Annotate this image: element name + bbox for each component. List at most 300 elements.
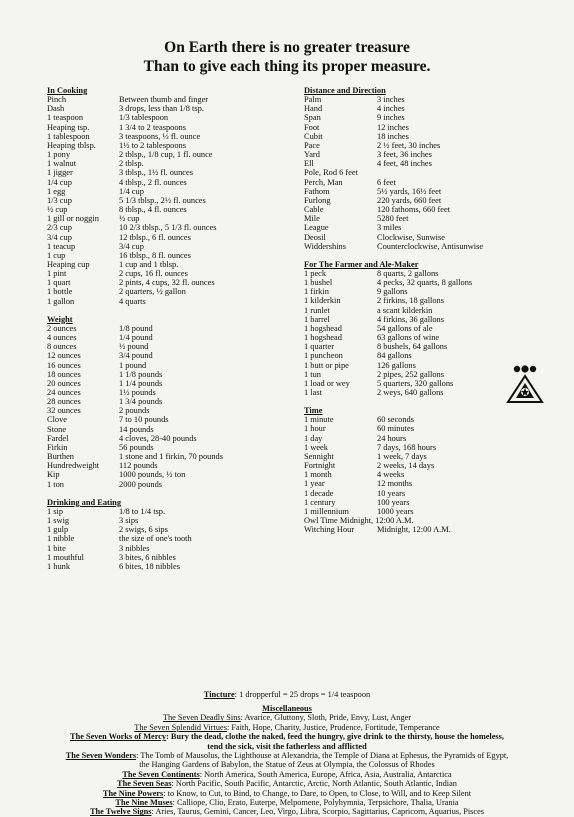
time-equivalent: Midnight, 12:00 A.M. xyxy=(377,525,451,535)
misc-seven-seas: The Seven Seas: North Pacific, South Pacific, Antarctic, Arctic, North Atlantic, South Atlantic, Indian xyxy=(117,779,457,789)
time-equivalent: 7 days, 168 hours xyxy=(377,442,437,452)
weight-equivalent: 112 pounds xyxy=(119,461,158,471)
time-equivalent: 60 minutes xyxy=(377,424,414,434)
misc-deadly-sins: The Seven Deadly Sins: Avarice, Gluttony, Sloth, Pride, Envy, Lust, Anger xyxy=(162,713,412,723)
drinking-unit: 1 hunk xyxy=(47,561,71,571)
distance-unit: League xyxy=(304,223,329,233)
cooking-unit: Dash xyxy=(47,104,65,114)
cooking-row xyxy=(47,251,292,260)
cooking-equivalent: 3 drops, less than 1/8 tsp. xyxy=(119,104,204,114)
weight-row xyxy=(47,425,292,434)
distance-row xyxy=(304,104,504,113)
time-equivalent xyxy=(414,516,504,525)
distance-row xyxy=(304,205,504,214)
distance-unit: Widdershins xyxy=(304,241,346,251)
weight-unit: 4 ounces xyxy=(47,333,77,343)
cooking-equivalent: 3 teaspoons, ½ fl. ounce xyxy=(119,131,201,141)
weight-row xyxy=(47,406,292,415)
cooking-unit: 1 tablespoon xyxy=(47,131,90,141)
weight-equivalent: 4 cloves, 28-40 pounds xyxy=(119,433,197,443)
farmer-equivalent: 2 weys, 640 gallons xyxy=(377,388,444,397)
cooking-unit: 3/4 cup xyxy=(47,232,72,242)
weight-equivalent: 1000 pounds, ½ ton xyxy=(119,470,186,480)
cooking-unit: 1/4 cup xyxy=(47,177,72,187)
drinking-equivalent: the size of one's tooth xyxy=(119,534,192,544)
distance-unit: Mile xyxy=(304,214,320,224)
time-row xyxy=(304,461,504,470)
misc-seven-continents: The Seven Continents: North America, South America, Europe, Africa, Asia, Australia, Antarctica xyxy=(122,769,452,779)
time-row xyxy=(304,452,504,461)
farmer-equivalent: 8 bushels, 64 gallons xyxy=(377,342,448,352)
cooking-equivalent: 16 tblsp., 8 fl. ounces xyxy=(119,250,191,260)
distance-equivalent: 18 inches xyxy=(377,131,409,141)
time-unit: 1 millennium xyxy=(304,506,349,516)
time-row xyxy=(304,479,504,488)
cooking-row xyxy=(47,223,292,232)
time-unit: Fortnight xyxy=(304,461,336,471)
distance-unit: Cable xyxy=(304,205,324,215)
distance-unit: Perch, Man xyxy=(304,177,343,187)
weight-row xyxy=(47,342,292,351)
distance-unit: Pole, Rod 6 feet xyxy=(304,168,358,178)
cooking-row xyxy=(47,150,292,159)
weight-heading: Weight xyxy=(47,314,73,324)
time-equivalent: 12 months xyxy=(377,479,413,489)
time-unit: Sennight xyxy=(304,451,334,461)
distance-row xyxy=(304,187,504,196)
weight-unit: 8 ounces xyxy=(47,342,77,352)
cooking-row xyxy=(47,132,292,141)
time-equivalent: 2 weeks, 14 days xyxy=(377,461,435,471)
weight-row xyxy=(47,361,292,370)
cooking-equivalent: 10 2/3 tblsp., 5 1/3 fl. ounces xyxy=(119,223,217,233)
distance-equivalent: 3 feet, 36 inches xyxy=(377,150,432,160)
distance-row xyxy=(304,150,504,159)
cooking-row xyxy=(47,233,292,242)
drinking-equivalent: 2 swigs, 6 sips xyxy=(119,525,168,535)
time-equivalent: 100 years xyxy=(377,497,410,507)
drinking-row xyxy=(47,507,292,516)
drinking-unit: 1 swig xyxy=(47,516,70,526)
farmer-row xyxy=(304,324,504,333)
time-row xyxy=(304,498,504,507)
misc-nine-powers: The Nine Powers: to Know, to Cut, to Bind, to Change, to Dare, to Open, to Close, to Will, and to Keep Silent xyxy=(102,788,472,798)
farmer-unit: 1 last xyxy=(304,388,322,397)
farmer-row xyxy=(304,342,504,351)
drinking-row xyxy=(47,516,292,525)
cooking-equivalent: 2 pints, 4 cups, 32 fl. ounces xyxy=(119,278,215,288)
farmer-unit: 1 hogshead xyxy=(304,333,342,343)
weight-unit: 1 ton xyxy=(47,479,64,489)
time-unit: 1 month xyxy=(304,470,332,480)
weight-unit: Firkin xyxy=(47,442,68,452)
distance-row xyxy=(304,168,504,177)
cooking-equivalent: 2 quarters, ½ gallon xyxy=(119,287,186,297)
weight-row xyxy=(47,461,292,470)
distance-unit: Span xyxy=(304,113,321,123)
cooking-unit: 1 teacup xyxy=(47,241,76,251)
misc-splendid-virtues: The Seven Splendid Virtues: Faith, Hope, Charity, Justice, Prudence, Fortitude, Temperance xyxy=(134,722,440,732)
time-row xyxy=(304,415,504,424)
farmer-row xyxy=(304,296,504,305)
weight-unit: Burthen xyxy=(47,452,74,462)
farmer-equivalent: 8 quarts, 2 gallons xyxy=(377,268,439,278)
farmer-equivalent: 9 gallons xyxy=(377,287,408,297)
distance-unit: Yard xyxy=(304,150,320,160)
farmer-equivalent: 5 quarters, 320 gallons xyxy=(377,378,454,388)
weight-equivalent: 1 stone and 1 firkin, 70 pounds xyxy=(119,452,223,462)
weight-row xyxy=(47,434,292,443)
distance-equivalent: 12 inches xyxy=(377,122,409,132)
cooking-unit: 1 bottle xyxy=(47,287,73,297)
misc-nine-muses: The Nine Muses: Calliope, Clio, Erato, Euterpe, Melpomene, Polyhymnia, Terpsichore, Thalia, Urania xyxy=(115,798,459,808)
cooking-equivalent: 3/4 cup xyxy=(119,241,144,251)
distance-equivalent: 2 ½ feet, 30 inches xyxy=(377,140,441,150)
cooking-row xyxy=(47,104,292,113)
drinking-row xyxy=(47,525,292,534)
farmer-unit: 1 butt or pipe xyxy=(304,360,349,370)
time-unit: 1 century xyxy=(304,497,336,507)
drinking-heading: Drinking and Eating xyxy=(47,497,122,507)
cooking-equivalent: Between thumb and finger xyxy=(119,95,209,105)
cooking-unit: 1 pint xyxy=(47,269,67,279)
weight-equivalent: ½ pound xyxy=(119,342,149,352)
cooking-row xyxy=(47,196,292,205)
weight-unit: 28 ounces xyxy=(47,397,81,407)
farmer-unit: 1 hogshead xyxy=(304,323,342,333)
cooking-row xyxy=(47,178,292,187)
time-unit: 1 week xyxy=(304,442,328,452)
title-line-2: Than to give each thing its proper measure. xyxy=(143,58,431,75)
cooking-unit: Heaping tblsp. xyxy=(47,140,96,150)
misc-heading: Miscellaneous xyxy=(262,704,312,713)
distance-row xyxy=(304,178,504,187)
time-equivalent: 60 seconds xyxy=(377,415,414,425)
farmer-row xyxy=(304,388,504,397)
cooking-unit: ½ cup xyxy=(47,205,68,215)
time-unit: 1 minute xyxy=(304,415,334,425)
cooking-table xyxy=(47,95,292,306)
cooking-row xyxy=(47,123,292,132)
weight-equivalent: 1/8 pound xyxy=(119,323,153,333)
weight-row xyxy=(47,452,292,461)
cooking-equivalent: 4 tblsp., 2 fl. ounces xyxy=(119,177,187,187)
farmer-equivalent: 4 pecks, 32 quarts, 8 gallons xyxy=(377,278,473,288)
time-row xyxy=(304,507,504,516)
distance-equivalent: Clockwise, Sunwise xyxy=(377,232,445,242)
time-row xyxy=(304,489,504,498)
time-unit: Witching Hour xyxy=(304,525,355,535)
misc-works-of-mercy: The Seven Works of Mercy: Bury the dead, clothe the naked, feed the hungry, give drink to the thirsty, house the homeless, xyxy=(70,732,504,742)
farmer-table xyxy=(304,269,504,397)
cooking-unit: 1 jigger xyxy=(47,168,73,178)
farmer-equivalent: 54 gallons of ale xyxy=(377,323,433,333)
farmer-row xyxy=(304,287,504,296)
distance-unit: Fathom xyxy=(304,186,330,196)
farmer-row xyxy=(304,351,504,360)
weight-unit: 2 ounces xyxy=(47,323,77,333)
time-row xyxy=(304,424,504,433)
distance-unit: Furlong xyxy=(304,195,331,205)
drinking-row xyxy=(47,553,292,562)
drinking-row xyxy=(47,562,292,571)
misc-seven-wonders-cont: the Hanging Gardens of Babylon, the Statue of Zeus at Olympia, the Colossus of Rhodes xyxy=(139,760,435,770)
weight-unit: Fardel xyxy=(47,433,69,443)
farmer-row xyxy=(304,315,504,324)
cooking-row xyxy=(47,141,292,150)
distance-equivalent: 3 miles xyxy=(377,223,402,233)
weight-row xyxy=(47,324,292,333)
distance-row xyxy=(304,132,504,141)
cooking-unit: 1 egg xyxy=(47,186,66,196)
farmer-row xyxy=(304,333,504,342)
distance-equivalent xyxy=(358,168,504,177)
time-row xyxy=(304,443,504,452)
time-heading: Time xyxy=(304,406,323,416)
triple-moon-pentacle-icon xyxy=(505,362,545,410)
distance-row xyxy=(304,123,504,132)
cooking-unit: 1 cup xyxy=(47,250,66,260)
cooking-equivalent: 2 cups, 16 fl. ounces xyxy=(119,269,188,279)
weight-unit: Hundredweight xyxy=(47,461,100,471)
cooking-unit: 1 gallon xyxy=(47,296,75,306)
farmer-unit: 1 puncheon xyxy=(304,351,343,361)
weight-unit: 12 ounces xyxy=(47,351,81,361)
cooking-unit: 2/3 cup xyxy=(47,223,72,233)
distance-equivalent: 120 fathoms, 660 feet xyxy=(377,205,451,215)
distance-unit: Foot xyxy=(304,122,320,132)
farmer-unit: 1 firkin xyxy=(304,287,329,297)
cooking-row xyxy=(47,269,292,278)
weight-unit: Stone xyxy=(47,424,67,434)
cooking-unit: 1 quart xyxy=(47,278,71,288)
cooking-unit: Pinch xyxy=(47,95,67,105)
time-row xyxy=(304,470,504,479)
cooking-equivalent: 4 quarts xyxy=(119,296,146,306)
weight-row xyxy=(47,480,292,489)
cooking-equivalent: 1/3 tablespoon xyxy=(119,113,169,123)
weight-row xyxy=(47,333,292,342)
farmer-unit: 1 barrel xyxy=(304,314,330,324)
misc-twelve-signs: The Twelve Signs: Aries, Taurus, Gemini, Cancer, Leo, Virgo, Libra, Scorpio, Sagittarius, Capricorn, Aquarius, Pisces xyxy=(90,807,484,817)
drinking-row xyxy=(47,534,292,543)
time-equivalent: 1000 years xyxy=(377,506,414,516)
cooking-unit: 1 walnut xyxy=(47,159,77,169)
misc-works-of-mercy-cont: tend the sick, visit the fatherless and afflicted xyxy=(207,741,367,751)
distance-unit: Palm xyxy=(304,95,322,105)
weight-equivalent: 1/4 pound xyxy=(119,333,153,343)
farmer-unit: 1 tun xyxy=(304,369,321,379)
distance-equivalent: Counterclockwise, Antisunwise xyxy=(377,241,484,251)
drinking-unit: 1 bite xyxy=(47,543,66,553)
weight-row xyxy=(47,388,292,397)
distance-unit: Pace xyxy=(304,140,320,150)
distance-row xyxy=(304,113,504,122)
distance-equivalent: 5280 feet xyxy=(377,214,409,224)
cooking-row xyxy=(47,278,292,287)
distance-row xyxy=(304,214,504,223)
weight-equivalent: 1 1/4 pounds xyxy=(119,378,163,388)
time-unit: 1 day xyxy=(304,433,323,443)
cooking-row xyxy=(47,242,292,251)
distance-row xyxy=(304,242,504,251)
cooking-equivalent: 1/4 cup xyxy=(119,186,144,196)
weight-unit: 18 ounces xyxy=(47,369,81,379)
distance-unit: Cubit xyxy=(304,131,323,141)
cooking-unit: Heaping tsp. xyxy=(47,122,90,132)
farmer-equivalent: 4 firkins, 36 gallons xyxy=(377,314,444,324)
distance-unit: Deosil xyxy=(304,232,326,242)
farmer-equivalent: 2 firkins, 18 gallons xyxy=(377,296,444,306)
title-line-1: On Earth there is no greater treasure xyxy=(164,39,410,56)
distance-equivalent: 4 inches xyxy=(377,104,405,114)
farmer-equivalent: 63 gallons of wine xyxy=(377,333,440,343)
distance-row xyxy=(304,141,504,150)
farmer-equivalent: 2 pipes, 252 gallons xyxy=(377,369,444,379)
cooking-equivalent: 2 tblsp., 1/8 cup, 1 fl. ounce xyxy=(119,150,213,160)
drinking-equivalent: 1/8 to 1/4 tsp. xyxy=(119,506,166,516)
cooking-row xyxy=(47,205,292,214)
farmer-equivalent: a scant kilderkin xyxy=(377,305,433,315)
farmer-unit: 1 kilderkin xyxy=(304,296,341,306)
weight-unit: 32 ounces xyxy=(47,406,81,416)
weight-unit: 24 ounces xyxy=(47,388,81,397)
weight-row xyxy=(47,443,292,452)
farmer-row xyxy=(304,370,504,379)
drinking-unit: 1 gulp xyxy=(47,525,69,535)
cooking-unit: 1 gill or noggin xyxy=(47,214,99,224)
distance-unit: Ell xyxy=(304,159,314,169)
cooking-equivalent: ½ cup xyxy=(119,214,140,224)
cooking-equivalent: 3 tblsp., 1½ fl. ounces xyxy=(119,168,193,178)
cooking-unit: 1/3 cup xyxy=(47,195,72,205)
farmer-row xyxy=(304,361,504,370)
weight-equivalent: 1 1/8 pounds xyxy=(119,369,163,379)
misc-seven-wonders: The Seven Wonders: The Tomb of Mausolus, the Lighthouse at Alexandria, the Temple of Diana at Ephesus, the Pyramids of Egypt, xyxy=(65,751,509,761)
cooking-row xyxy=(47,214,292,223)
weight-equivalent: 3/4 pound xyxy=(119,351,153,361)
cooking-equivalent: 5 1/3 tblsp., 2½ fl. ounces xyxy=(119,195,206,205)
farmer-unit: 1 runlet xyxy=(304,305,330,315)
weight-row xyxy=(47,351,292,360)
distance-equivalent: 220 yards, 660 feet xyxy=(377,195,442,205)
cooking-row xyxy=(47,287,292,296)
distance-equivalent: 5½ yards, 16½ feet xyxy=(377,186,442,196)
distance-row xyxy=(304,196,504,205)
distance-heading: Distance and Direction xyxy=(304,86,386,95)
weight-unit: Clove xyxy=(47,415,68,425)
time-unit: 1 hour xyxy=(304,424,326,434)
cooking-equivalent: 2 tblsp. xyxy=(119,159,144,169)
weight-table xyxy=(47,324,292,489)
left-column xyxy=(47,86,292,571)
cooking-equivalent: 1 cup and 1 tblsp. xyxy=(119,259,179,269)
distance-row xyxy=(304,95,504,104)
weight-equivalent: 2 pounds xyxy=(119,406,150,416)
tincture-label: Tincture xyxy=(203,690,235,699)
drinking-equivalent: 6 bites, 18 nibbles xyxy=(119,561,180,571)
farmer-heading: For The Farmer and Ale-Maker xyxy=(304,259,419,269)
time-table xyxy=(304,415,504,534)
cooking-equivalent: 1 3/4 to 2 teaspoons xyxy=(119,122,186,132)
drinking-equivalent: 3 nibbles xyxy=(119,543,150,553)
cooking-row xyxy=(47,187,292,196)
cooking-equivalent: 12 tblsp., 6 fl. ounces xyxy=(119,232,191,242)
distance-equivalent: 3 inches xyxy=(377,95,405,105)
weight-row xyxy=(47,415,292,424)
farmer-unit: 1 bushel xyxy=(304,278,333,288)
drinking-equivalent: 3 bites, 6 nibbles xyxy=(119,552,176,562)
distance-equivalent: 4 feet, 48 inches xyxy=(377,159,432,169)
miscellaneous-section xyxy=(0,704,574,817)
time-row xyxy=(304,516,504,525)
weight-equivalent: 1 pound xyxy=(119,360,147,370)
drinking-unit: 1 sip xyxy=(47,506,64,516)
cooking-row xyxy=(47,168,292,177)
farmer-row xyxy=(304,379,504,388)
farmer-unit: 1 quarter xyxy=(304,342,334,352)
drinking-equivalent: 3 sips xyxy=(119,516,139,526)
drinking-unit: 1 nibble xyxy=(47,534,75,544)
distance-equivalent: 9 inches xyxy=(377,113,405,123)
weight-equivalent: 14 pounds xyxy=(119,424,154,434)
farmer-equivalent: 126 gallons xyxy=(377,360,416,370)
drinking-table xyxy=(47,507,292,571)
drinking-unit: 1 mouthful xyxy=(47,552,84,562)
time-row xyxy=(304,525,504,534)
cooking-heading: In Cooking xyxy=(47,86,88,95)
weight-equivalent: 1½ pounds xyxy=(119,388,156,397)
cooking-unit: 1 pony xyxy=(47,150,71,160)
farmer-row xyxy=(304,278,504,287)
time-equivalent: 10 years xyxy=(377,488,406,498)
farmer-unit: 1 peck xyxy=(304,268,327,278)
weight-equivalent: 1 3/4 pounds xyxy=(119,397,163,407)
weight-row xyxy=(47,379,292,388)
cooking-row xyxy=(47,95,292,104)
distance-equivalent: 6 feet xyxy=(377,177,396,187)
cooking-equivalent: 1½ to 2 tablespoons xyxy=(119,140,186,150)
distance-table xyxy=(304,95,504,251)
time-unit: 1 year xyxy=(304,479,325,489)
cooking-unit: 1 teaspoon xyxy=(47,113,84,123)
time-row xyxy=(304,434,504,443)
tincture-text: : 1 dropperful = 25 drops = 1/4 teaspoon xyxy=(234,690,371,699)
weight-equivalent: 7 to 10 pounds xyxy=(119,415,169,425)
drinking-row xyxy=(47,544,292,553)
weight-unit: 16 ounces xyxy=(47,360,81,370)
weight-row xyxy=(47,370,292,379)
distance-unit: Hand xyxy=(304,104,323,114)
cooking-row xyxy=(47,260,292,269)
farmer-row xyxy=(304,306,504,315)
distance-row xyxy=(304,223,504,232)
weight-unit: 20 ounces xyxy=(47,378,81,388)
cooking-row xyxy=(47,159,292,168)
time-unit: 1 decade xyxy=(304,488,334,498)
time-equivalent: 4 weeks xyxy=(377,470,405,480)
time-equivalent: 24 hours xyxy=(377,433,407,443)
time-unit: Owl Time Midnight, 12:00 A.M. xyxy=(304,516,414,526)
tincture-line xyxy=(0,690,574,699)
weight-unit: Kip xyxy=(47,470,60,480)
weight-row xyxy=(47,470,292,479)
distance-row xyxy=(304,159,504,168)
farmer-row xyxy=(304,269,504,278)
farmer-equivalent: 84 gallons xyxy=(377,351,412,361)
weight-row xyxy=(47,397,292,406)
weight-equivalent: 2000 pounds xyxy=(119,479,163,489)
